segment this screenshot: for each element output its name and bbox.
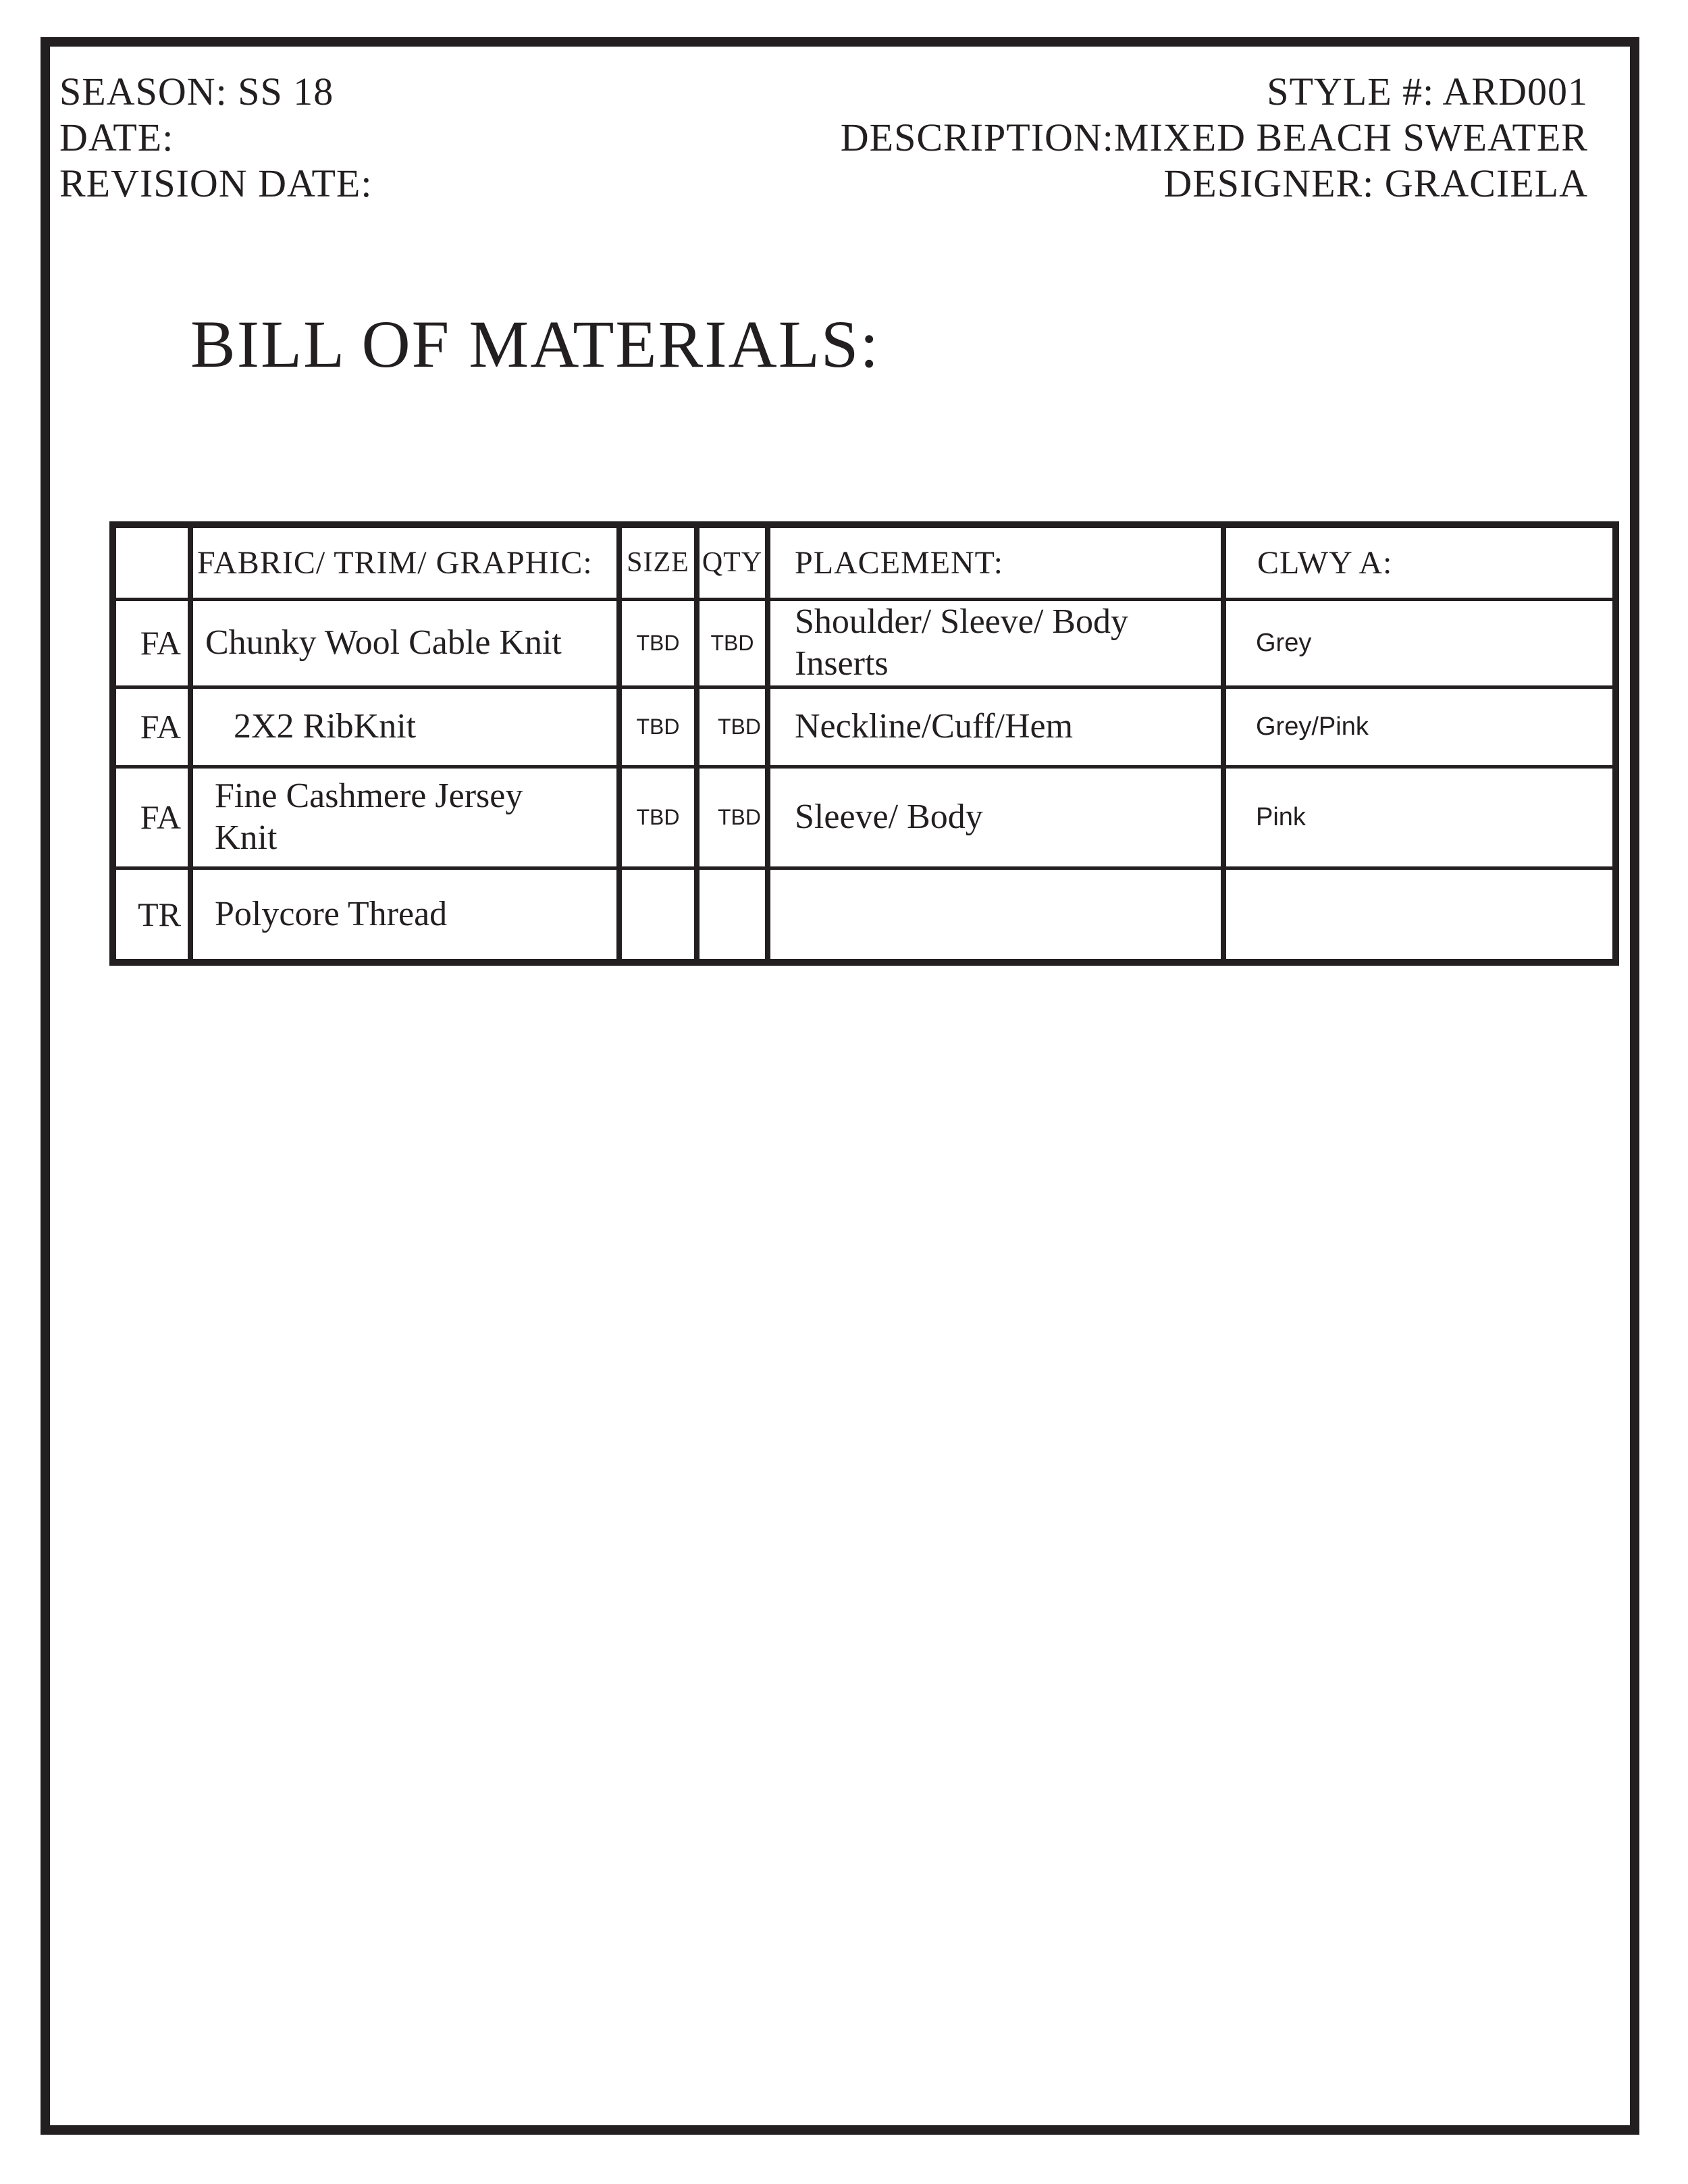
table-row [113, 868, 1616, 962]
row-colorway: Grey/Pink [1223, 687, 1616, 766]
row-size: TBD [619, 599, 697, 687]
header-size: SIZE [619, 525, 697, 599]
table-header-row [113, 525, 1616, 599]
row-colorway [1223, 868, 1616, 962]
row-material: 2X2 RibKnit [190, 687, 619, 766]
revision-date-field: REVISION DATE: [59, 161, 373, 205]
row-qty: TBD [697, 687, 768, 766]
table-row [113, 766, 1616, 868]
row-size: TBD [619, 766, 697, 868]
table-row [113, 687, 1616, 766]
row-placement: Neckline/Cuff/Hem [768, 687, 1223, 766]
row-size [619, 868, 697, 962]
row-colorway: Pink [1223, 766, 1616, 868]
season-field: SEASON: SS 18 [59, 70, 334, 113]
date-field: DATE: [59, 115, 174, 159]
header-category [113, 525, 190, 599]
header-material: FABRIC/ TRIM/ GRAPHIC: [190, 525, 619, 599]
header-left [59, 69, 372, 207]
row-placement: Sleeve/ Body [768, 766, 1223, 868]
style-number-field: STYLE #: ARD001 [1267, 70, 1588, 113]
header-right [841, 69, 1588, 207]
table-row [113, 599, 1616, 687]
row-placement: Shoulder/ Sleeve/ Body Inserts [768, 599, 1223, 687]
row-placement [768, 868, 1223, 962]
row-qty [697, 868, 768, 962]
row-qty: TBD [697, 599, 768, 687]
description-field: DESCRIPTION:MIXED BEACH SWEATER [840, 115, 1588, 159]
bill-of-materials-table [109, 521, 1619, 966]
header-qty: QTY [697, 525, 768, 599]
row-material: Polycore Thread [190, 868, 619, 962]
page-title: BILL OF MATERIALS: [190, 307, 880, 382]
row-category: FA [113, 599, 190, 687]
row-category: TR [113, 868, 190, 962]
row-category: FA [113, 687, 190, 766]
header-placement: PLACEMENT: [768, 525, 1223, 599]
header-colorway: CLWY A: [1223, 525, 1616, 599]
row-qty: TBD [697, 766, 768, 868]
row-material: Chunky Wool Cable Knit [190, 599, 619, 687]
row-size: TBD [619, 687, 697, 766]
designer-field: DESIGNER: GRACIELA [1163, 161, 1588, 205]
row-category: FA [113, 766, 190, 868]
row-colorway: Grey [1223, 599, 1616, 687]
row-material: Fine Cashmere Jersey Knit [190, 766, 619, 868]
